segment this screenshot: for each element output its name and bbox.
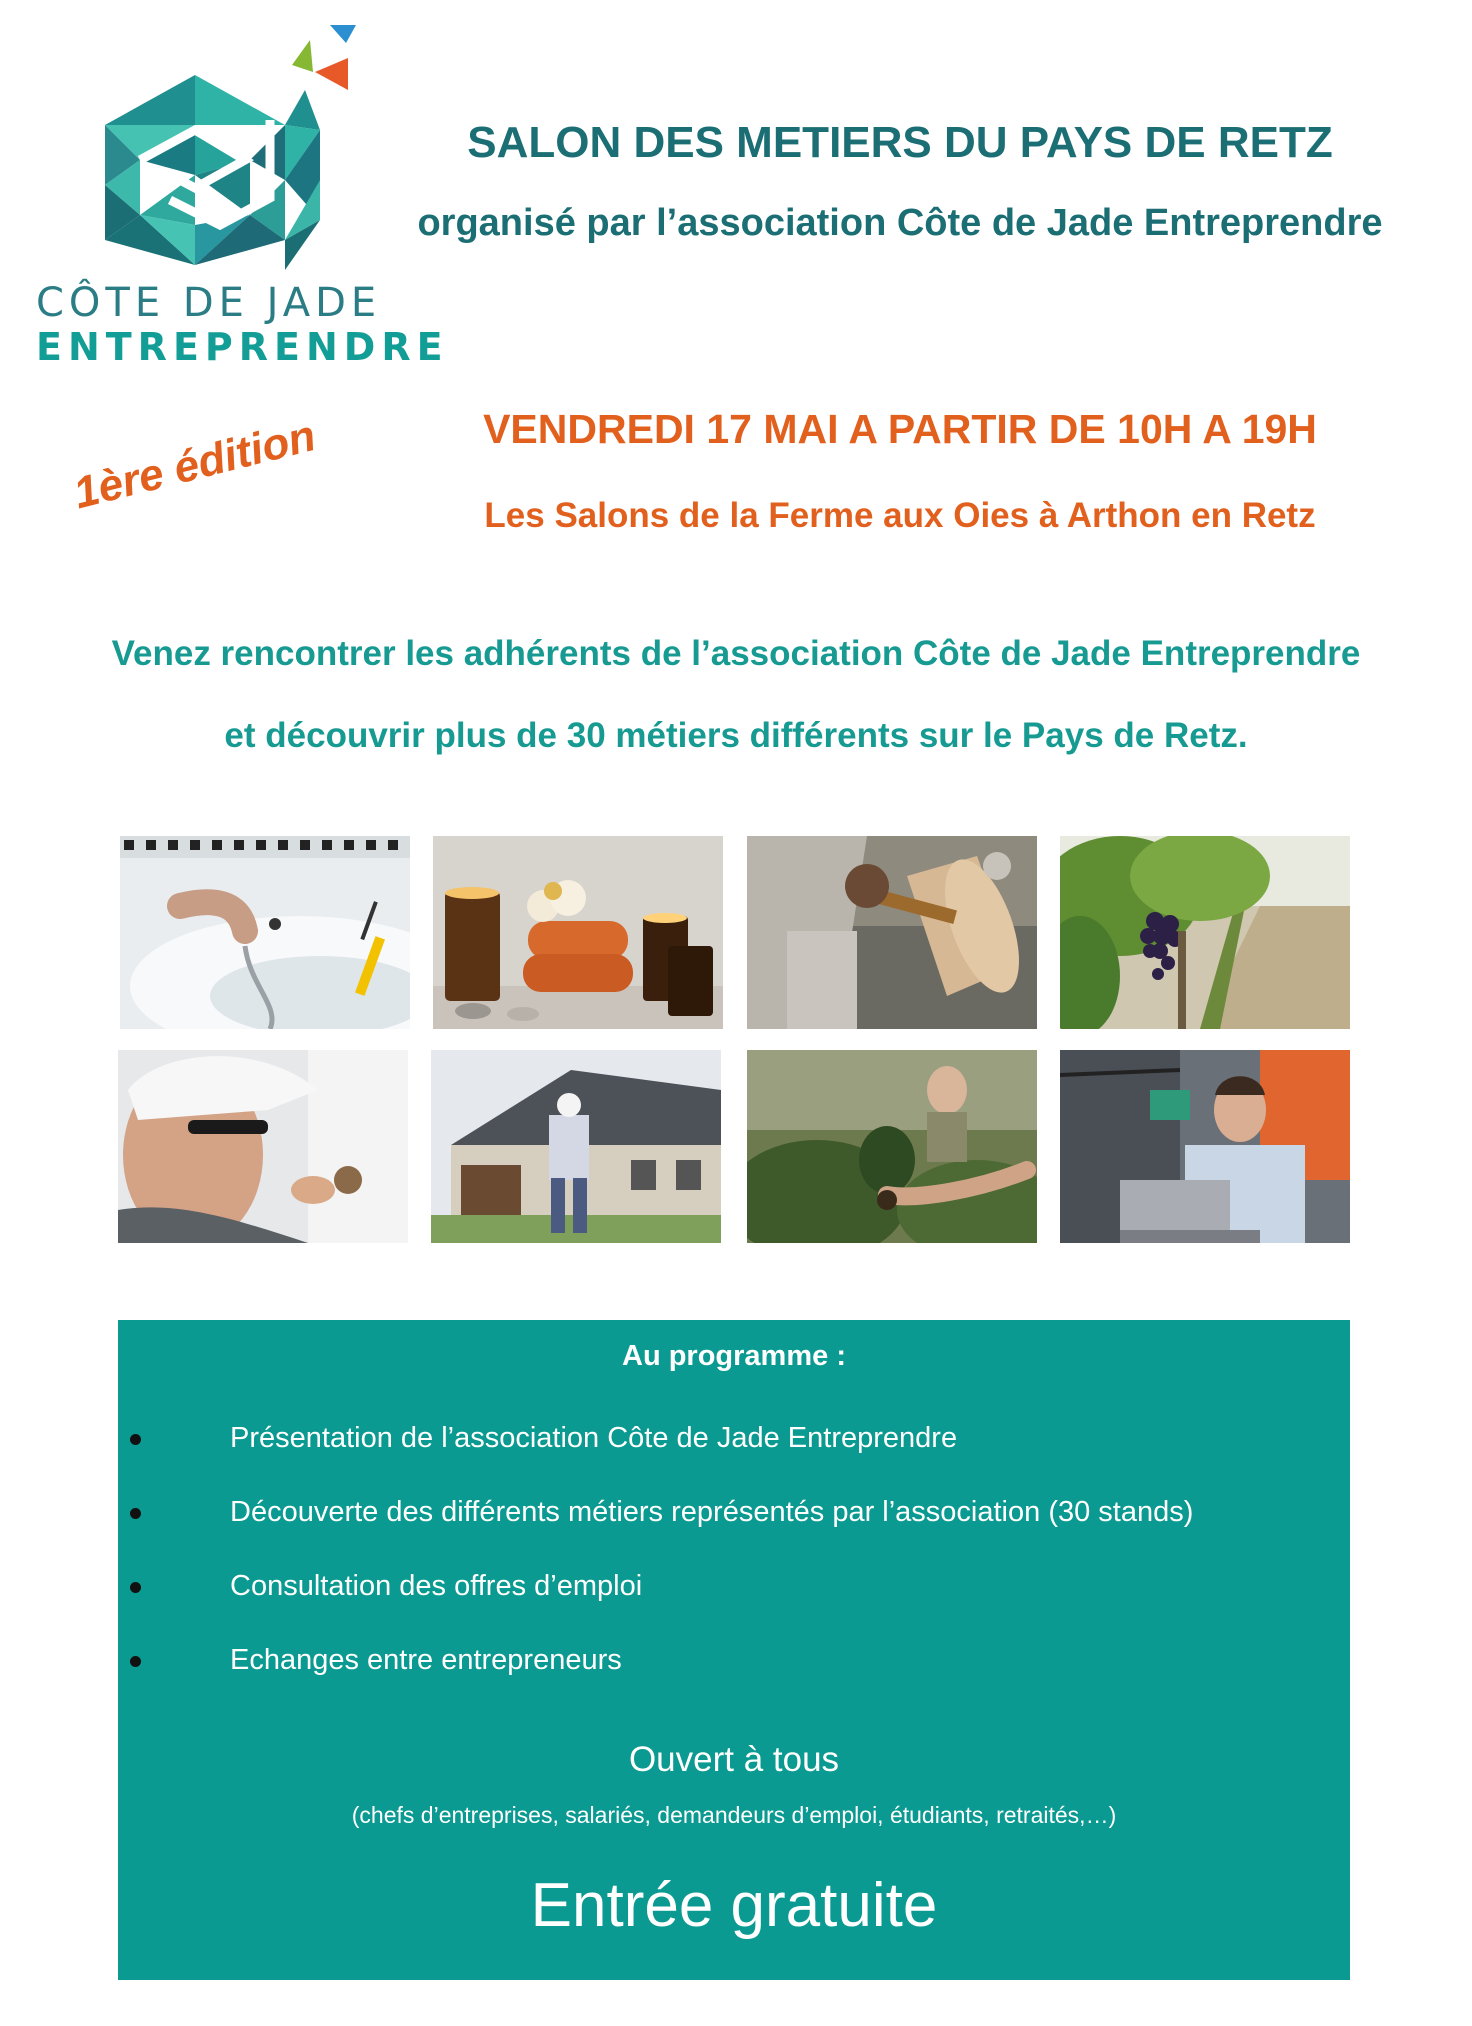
logo-text-line1: CÔTE DE JADE xyxy=(36,280,382,326)
logo-text-line2: ENTREPRENDRE xyxy=(36,325,449,369)
program-item xyxy=(118,1496,1350,1540)
event-date: VENDREDI 17 MAI A PARTIR DE 10H A 19H xyxy=(483,406,1317,452)
program-item xyxy=(118,1570,1350,1614)
event-organizer: organisé par l’association Côte de Jade Entreprendre xyxy=(417,202,1383,244)
event-title: SALON DES METIERS DU PAYS DE RETZ xyxy=(467,118,1333,167)
program-item-text: Découverte des différents métiers représentés par l’association (30 stands) xyxy=(230,1496,1194,1528)
bullet-icon xyxy=(130,1582,141,1593)
gardener-plants-photo xyxy=(747,1050,1037,1243)
program-item-text: Echanges entre entrepreneurs xyxy=(230,1644,622,1676)
bullet-icon xyxy=(130,1508,141,1519)
program-item-text: Présentation de l’association Côte de Jade Entreprendre xyxy=(230,1422,958,1454)
bullet-icon xyxy=(130,1656,141,1667)
woodturning-photo xyxy=(747,836,1037,1029)
open-to-all-label: Ouvert à tous xyxy=(628,1740,840,1779)
electrician-photo xyxy=(118,1050,408,1243)
program-item xyxy=(118,1422,1350,1466)
program-box xyxy=(118,1320,1350,1980)
program-heading: Au programme : xyxy=(622,1340,846,1372)
edition-badge: 1ère édition xyxy=(68,410,321,519)
house-builder-photo xyxy=(431,1050,721,1243)
audience-detail: (chefs d’entreprises, salariés, demandeurs d’emploi, étudiants, retraités,…) xyxy=(351,1802,1117,1828)
free-entry-label: Entrée gratuite xyxy=(530,1871,938,1940)
program-item-text: Consultation des offres d’emploi xyxy=(230,1570,643,1602)
program-item xyxy=(118,1644,1350,1688)
vineyard-grapes-photo xyxy=(1060,836,1350,1029)
plumber-photo xyxy=(120,836,410,1029)
office-worker-laptop-photo xyxy=(1060,1050,1350,1243)
intro-line-1: Venez rencontrer les adhérents de l’association Côte de Jade Entreprendre xyxy=(111,634,1361,673)
bullet-icon xyxy=(130,1434,141,1445)
intro-line-2: et découvrir plus de 30 métiers différents sur le Pays de Retz. xyxy=(224,716,1248,755)
event-venue: Les Salons de la Ferme aux Oies à Arthon en Retz xyxy=(484,496,1316,535)
spa-candles-photo xyxy=(433,836,723,1029)
